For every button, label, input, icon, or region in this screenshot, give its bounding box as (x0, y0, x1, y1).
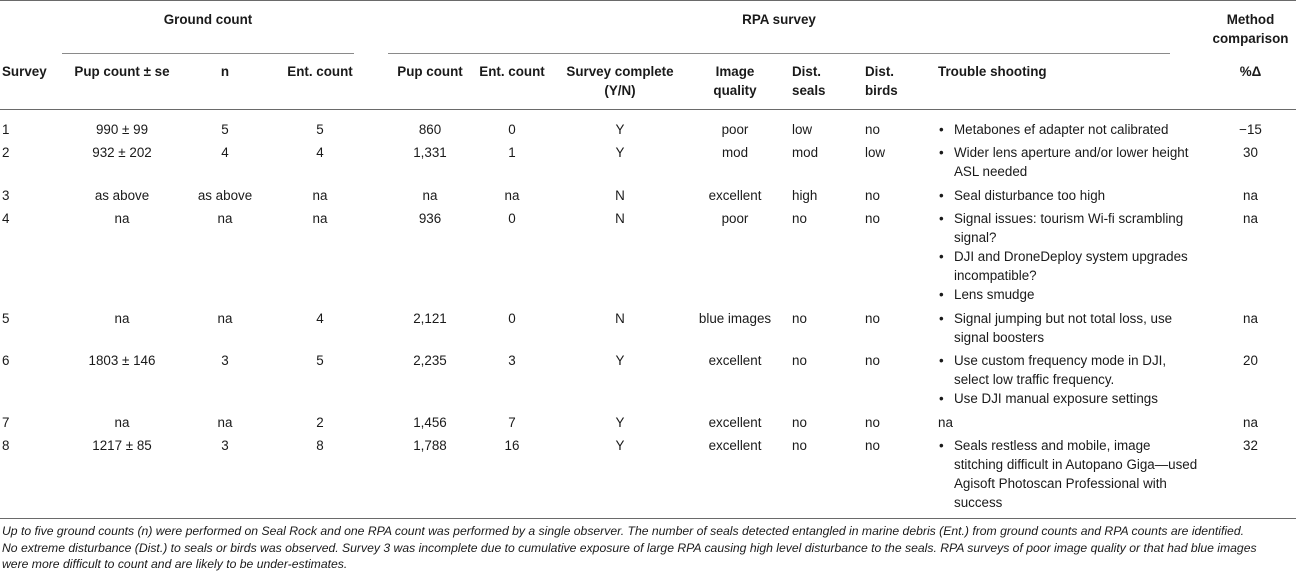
cell-dist-seals: no (792, 353, 807, 368)
cell-ent-count-rpa: na (504, 188, 520, 203)
cell-pup-count-se: 932 ± 202 (92, 145, 152, 160)
cell-n: as above (197, 188, 253, 203)
dist-birds-line2: birds (865, 83, 898, 98)
cell-dist-birds: no (865, 438, 880, 453)
cell-pup-count-rpa: 936 (418, 211, 442, 226)
cell-survey-complete: Y (615, 415, 625, 430)
cell-trouble-shooting: na (938, 415, 953, 430)
cell-image-quality: excellent (708, 415, 762, 430)
cell-pup-count-se: na (114, 311, 130, 326)
bullet-icon: • (939, 145, 944, 160)
bullet-icon: • (939, 211, 944, 226)
table-footnote (2, 523, 1294, 573)
cell-trouble-shooting (938, 351, 1200, 408)
cell-n: na (217, 311, 233, 326)
bullet-icon: • (939, 391, 944, 406)
survey-complete-line1: Survey complete (566, 64, 674, 79)
cell-pup-count-rpa: 2,121 (413, 311, 447, 326)
cell-pct-delta: 32 (1243, 438, 1258, 453)
cell-image-quality: excellent (708, 353, 762, 368)
cell-ent-count-ground: 5 (316, 122, 324, 137)
cell-pup-count-se: 1217 ± 85 (92, 438, 152, 453)
cell-dist-birds: no (865, 311, 880, 326)
cell-ent-count-rpa: 0 (508, 311, 516, 326)
list-item: • Seal disturbance too high (939, 188, 1106, 203)
cell-ent-count-rpa: 3 (508, 353, 516, 368)
cell-dist-birds: low (865, 145, 886, 160)
list-item: • Metabones ef adapter not calibrated (939, 122, 1169, 137)
group-header-method-comparison (1205, 10, 1296, 48)
cell-image-quality: poor (721, 211, 749, 226)
cell-trouble-shooting (938, 143, 1200, 181)
cell-survey-complete: Y (615, 438, 625, 453)
col-header-n: n (220, 64, 230, 79)
cell-image-quality: poor (721, 122, 749, 137)
cell-pct-delta: na (1243, 415, 1258, 430)
cell-pct-delta: −15 (1239, 122, 1262, 137)
method-comparison-line1: Method (1226, 12, 1275, 27)
cell-pup-count-se: as above (94, 188, 150, 203)
cell-survey-complete: Y (615, 122, 625, 137)
cell-n: na (217, 415, 233, 430)
cell-dist-seals: no (792, 415, 807, 430)
cell-ent-count-ground: na (312, 211, 328, 226)
col-header-pup-count-rpa: Pup count (397, 64, 463, 79)
cell-dist-birds: no (865, 122, 880, 137)
cell-pct-delta: 30 (1243, 145, 1258, 160)
footnote-line-2: No extreme disturbance (Dist.) to seals or birds was observed. Survey 3 was incomplete due to cumulative exposure of large RPA causing high level disturbance to the seals. RPA surveys of poor image quality or that had blue images (2, 540, 1257, 555)
bullet-icon: • (939, 311, 944, 326)
cell-survey: 1 (2, 122, 10, 137)
cell-pup-count-rpa: 2,235 (413, 353, 447, 368)
cell-dist-seals: low (792, 122, 813, 137)
list-item: • Signal jumping but not total loss, use signal boosters (939, 311, 1173, 345)
rpa-survey-group-rule (388, 53, 1170, 54)
col-header-survey-complete (556, 62, 684, 100)
col-header-survey: Survey (2, 64, 47, 79)
dist-seals-line1: Dist. (792, 64, 822, 79)
cell-dist-birds: no (865, 415, 880, 430)
cell-ent-count-ground: 2 (316, 415, 324, 430)
cell-ent-count-ground: 4 (316, 311, 324, 326)
cell-dist-seals: no (792, 211, 807, 226)
col-header-image-quality (698, 62, 772, 100)
cell-survey: 3 (2, 188, 10, 203)
cell-n: 3 (221, 438, 229, 453)
col-header-pup-count-se: Pup count ± se (74, 64, 170, 79)
image-quality-line1: Image (715, 64, 755, 79)
cell-survey: 6 (2, 353, 10, 368)
list-item: • Lens smudge (939, 287, 1035, 302)
cell-dist-seals: no (792, 311, 807, 326)
col-header-dist-seals (792, 62, 826, 100)
cell-survey: 2 (2, 145, 10, 160)
cell-pup-count-rpa: 1,788 (413, 438, 447, 453)
cell-pup-count-rpa: na (422, 188, 438, 203)
cell-trouble-shooting (938, 120, 1200, 139)
cell-ent-count-ground: 5 (316, 353, 324, 368)
cell-survey: 7 (2, 415, 10, 430)
cell-pup-count-rpa: 1,331 (413, 145, 447, 160)
col-header-ent-count-ground: Ent. count (287, 64, 353, 79)
cell-pup-count-rpa: 1,456 (413, 415, 447, 430)
cell-n: na (217, 211, 233, 226)
list-item: • DJI and DroneDeploy system upgrades incompatible? (939, 249, 1188, 283)
cell-dist-seals: high (792, 188, 818, 203)
cell-ent-count-rpa: 1 (508, 145, 516, 160)
cell-dist-birds: no (865, 211, 880, 226)
bullet-icon: • (939, 122, 944, 137)
table-bottom-rule (0, 518, 1296, 519)
ground-count-group-rule (62, 53, 354, 54)
col-header-ent-count-rpa: Ent. count (479, 64, 545, 79)
bullet-icon: • (939, 353, 944, 368)
dist-birds-line1: Dist. (865, 64, 895, 79)
cell-dist-birds: no (865, 188, 880, 203)
bullet-icon: • (939, 438, 944, 453)
bullet-icon: • (939, 249, 944, 264)
cell-n: 4 (221, 145, 229, 160)
cell-dist-seals: no (792, 438, 807, 453)
list-item: • Use custom frequency mode in DJI, select low traffic frequency. (939, 353, 1167, 387)
col-header-trouble-shooting: Trouble shooting (938, 64, 1047, 79)
list-item: • Wider lens aperture and/or lower height ASL needed (939, 145, 1189, 179)
header-bottom-rule (0, 109, 1296, 110)
cell-image-quality: excellent (708, 188, 762, 203)
cell-trouble-shooting (938, 309, 1200, 347)
cell-survey-complete: N (615, 311, 625, 326)
cell-pup-count-se: na (114, 415, 130, 430)
group-header-ground-count: Ground count (163, 12, 253, 27)
cell-ent-count-ground: na (312, 188, 328, 203)
cell-image-quality: excellent (708, 438, 762, 453)
survey-complete-line2: (Y/N) (604, 83, 636, 98)
cell-ent-count-ground: 8 (316, 438, 324, 453)
cell-pup-count-se: na (114, 211, 130, 226)
cell-survey: 5 (2, 311, 10, 326)
cell-pct-delta: 20 (1243, 353, 1258, 368)
cell-survey: 4 (2, 211, 10, 226)
cell-ent-count-rpa: 0 (508, 211, 516, 226)
table-top-rule (0, 0, 1296, 1)
cell-survey: 8 (2, 438, 10, 453)
list-item: • Signal issues: tourism Wi-fi scrambling signal? (939, 211, 1184, 245)
dist-seals-line2: seals (792, 83, 826, 98)
cell-ent-count-rpa: 0 (508, 122, 516, 137)
cell-trouble-shooting (938, 436, 1200, 512)
cell-ent-count-rpa: 16 (504, 438, 520, 453)
cell-pup-count-se: 990 ± 99 (95, 122, 149, 137)
list-item: • Seals restless and mobile, image stitching difficult in Autopano Giga—used Agisoft Photoscan Professional with success (939, 438, 1198, 510)
cell-image-quality: mod (721, 145, 749, 160)
cell-n: 5 (221, 122, 229, 137)
cell-pup-count-se: 1803 ± 146 (88, 353, 156, 368)
cell-survey-complete: N (615, 188, 625, 203)
bullet-icon: • (939, 188, 944, 203)
cell-pct-delta: na (1243, 311, 1258, 326)
cell-ent-count-rpa: 7 (508, 415, 516, 430)
cell-pct-delta: na (1243, 188, 1258, 203)
group-header-rpa-survey: RPA survey (742, 12, 816, 27)
cell-n: 3 (221, 353, 229, 368)
footnote-line-3: were more difficult to count and are likely to be under-estimates. (2, 557, 348, 572)
cell-ent-count-ground: 4 (316, 145, 324, 160)
cell-dist-seals: mod (792, 145, 819, 160)
image-quality-line2: quality (713, 83, 757, 98)
col-header-pct-delta: %Δ (1239, 64, 1262, 79)
cell-survey-complete: N (615, 211, 625, 226)
cell-dist-birds: no (865, 353, 880, 368)
cell-trouble-shooting (938, 186, 1200, 205)
col-header-dist-birds (865, 62, 898, 100)
cell-pup-count-rpa: 860 (418, 122, 442, 137)
method-comparison-line2: comparison (1212, 31, 1289, 46)
cell-survey-complete: Y (615, 145, 625, 160)
footnote-line-1: Up to five ground counts (n) were performed on Seal Rock and one RPA count was performed by a single observer. The number of seals detected entangled in marine debris (Ent.) from ground counts and RPA counts are identified. (2, 524, 1244, 538)
cell-survey-complete: Y (615, 353, 625, 368)
cell-pct-delta: na (1243, 211, 1258, 226)
cell-trouble-shooting (938, 209, 1200, 304)
cell-image-quality: blue images (698, 311, 772, 326)
list-item: • Use DJI manual exposure settings (939, 391, 1158, 406)
bullet-icon: • (939, 287, 944, 302)
